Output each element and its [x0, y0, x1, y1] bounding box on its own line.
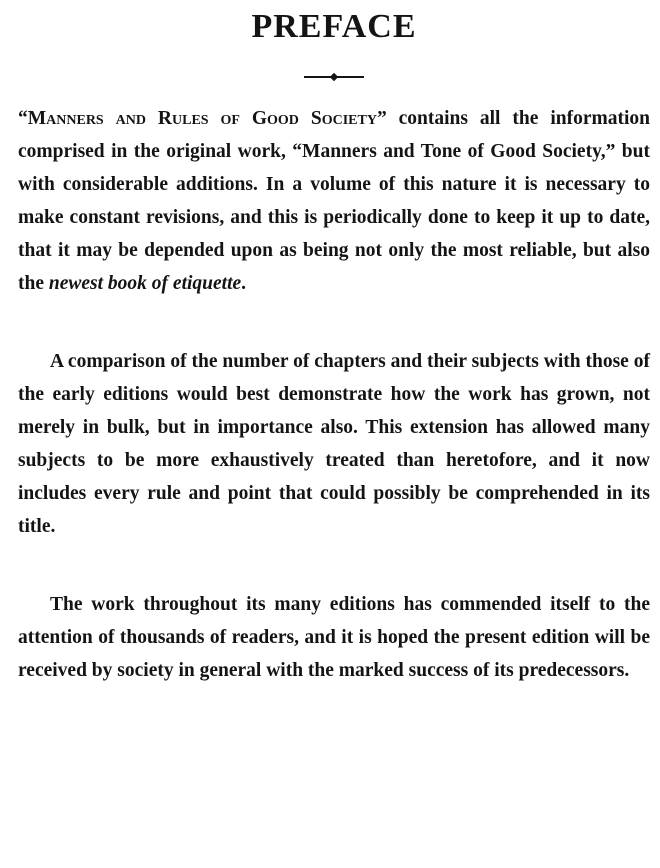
close-quote: ”: [376, 108, 387, 129]
divider-diamond-icon: [330, 73, 338, 81]
paragraph-2: A comparison of the number of chapters and their subjects with those of the early editions would best demonstrate how the work has grown, not merely in bulk, but in importance also. This extension has allowed many subjects to be more exhaustively treated than heretofore, and it now includes every rule and point that could possibly be comprehended in its title.: [18, 351, 650, 537]
book-title-small-caps: Manners and Rules of Good Society: [27, 108, 377, 129]
paragraph-1-end: .: [241, 273, 247, 294]
open-quote: “: [18, 108, 28, 129]
page-title: PREFACE: [251, 8, 417, 45]
ornamental-divider: [304, 72, 364, 82]
preface-page: [18, 0, 650, 687]
paragraph-1: [18, 102, 650, 300]
italic-phrase: newest book of etiquette: [48, 273, 242, 294]
paragraph-1-body: contains all the information comprised in the original work, “Manners and Tone of Good Society,” but with considerable additions. In a volume of this nature it is necessary to make constant revisions, and this is periodically done to keep it up to date, that it may be depended upon as being not only the most reliable, but also the: [18, 108, 650, 294]
paragraph-3: The work throughout its many editions has commended itself to the attention of thousands of readers, and it is hoped the present edition will be received by society in general with the marked success of its predecessors.: [18, 594, 650, 681]
